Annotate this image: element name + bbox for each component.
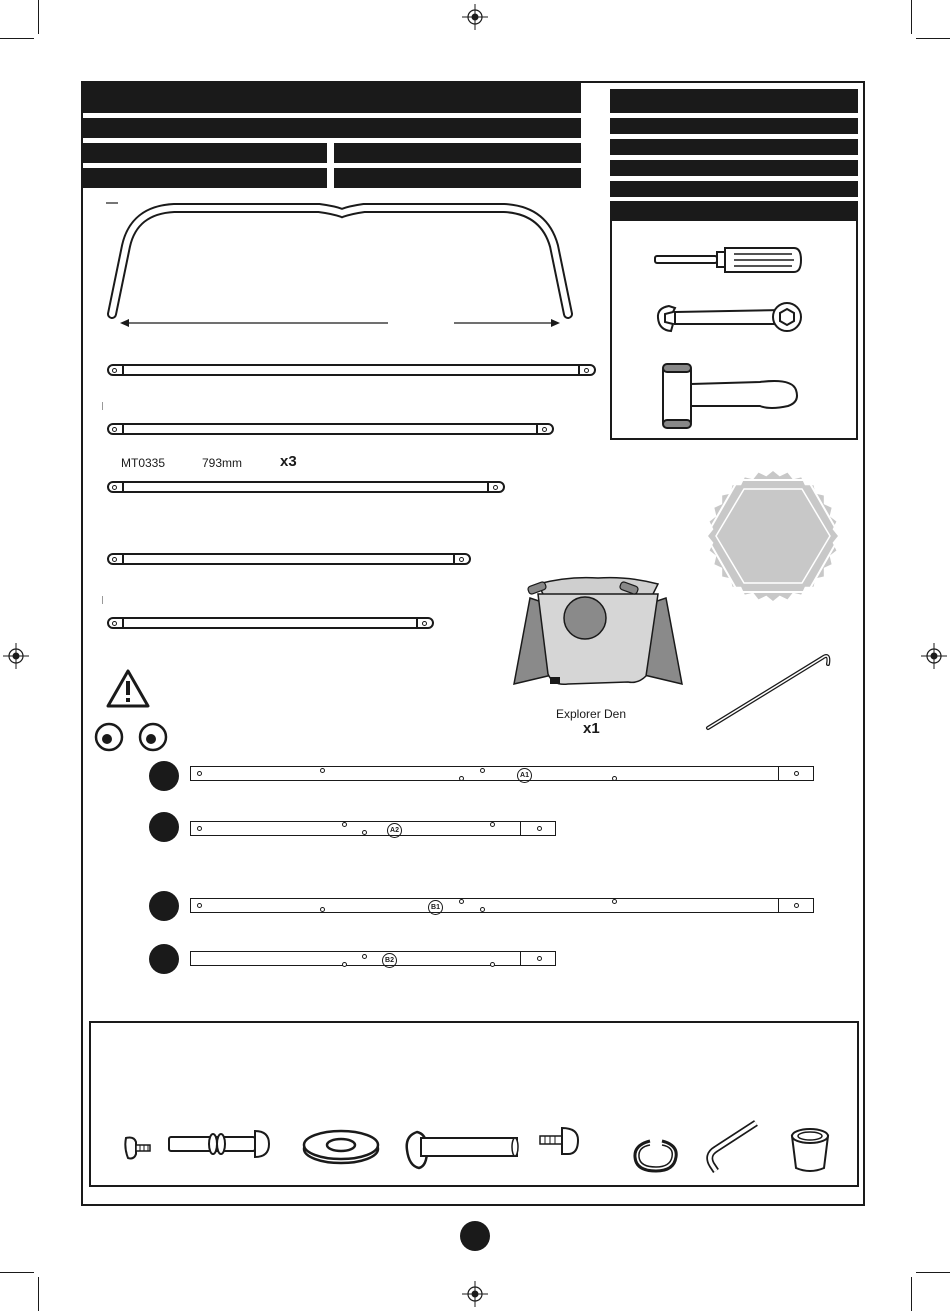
allen-key-icon	[700, 1119, 760, 1173]
pole-label: B1	[428, 900, 443, 915]
step-dot	[149, 944, 179, 974]
subheader-bar	[83, 118, 581, 138]
pole-a1	[190, 766, 814, 781]
tube-joint	[122, 423, 124, 435]
tube-hole	[493, 485, 498, 490]
pole-hole	[794, 903, 799, 908]
side-header-bar	[610, 139, 858, 155]
registration-mark-icon	[462, 4, 488, 30]
circlip-icon	[632, 1137, 680, 1173]
pole-a2	[190, 821, 556, 836]
pole-label: A1	[517, 768, 532, 783]
bolt-icon	[538, 1124, 580, 1158]
explorer-den-image	[508, 574, 684, 700]
badge-icon	[704, 471, 842, 601]
washer-icon	[302, 1129, 380, 1165]
side-header-bar	[610, 181, 858, 197]
eyes-icon	[94, 722, 170, 752]
header-bar	[83, 83, 581, 113]
step-dot	[149, 891, 179, 921]
spanner-icon	[655, 300, 805, 336]
header-cell	[334, 168, 581, 188]
pole-hole	[490, 822, 495, 827]
pole-hole	[537, 826, 542, 831]
pole-hole	[320, 907, 325, 912]
straight-tube	[107, 481, 505, 493]
ground-peg-icon	[704, 648, 834, 734]
side-header-bar	[610, 160, 858, 176]
pole-hole	[490, 962, 495, 967]
tube-hole	[542, 427, 547, 432]
part-length: 793mm	[202, 456, 243, 470]
pole-label: A2	[387, 823, 402, 838]
pole-hole	[197, 826, 202, 831]
tube-hole	[112, 621, 117, 626]
header-cell	[334, 143, 581, 163]
crop-mark	[0, 1272, 34, 1273]
tube-hole	[584, 368, 589, 373]
pole-hole	[537, 956, 542, 961]
pole-hole	[197, 771, 202, 776]
straight-tube	[107, 423, 554, 435]
tube-hole	[459, 557, 464, 562]
tube-joint	[453, 553, 455, 565]
straight-tube	[107, 364, 596, 376]
pole-hole	[342, 962, 347, 967]
pole-joint	[778, 898, 779, 913]
end-cap-icon	[788, 1124, 832, 1174]
mallet-icon	[660, 360, 805, 432]
pole-hole	[794, 771, 799, 776]
straight-tube	[107, 553, 471, 565]
tube-joint	[487, 481, 489, 493]
pole-hole	[362, 954, 367, 959]
pole-hole	[197, 903, 202, 908]
den-name: Explorer Den	[556, 707, 627, 721]
den-quantity: x1	[583, 720, 600, 737]
pole-hole	[459, 776, 464, 781]
tube-joint	[416, 617, 418, 629]
registration-mark-icon	[921, 643, 947, 669]
bolt-icon	[405, 1130, 519, 1170]
pole-hole	[342, 822, 347, 827]
part-quantity: x3	[280, 453, 297, 470]
crop-mark	[911, 1277, 912, 1311]
pole-joint	[778, 766, 779, 781]
tube-joint	[122, 364, 124, 376]
pole-b2	[190, 951, 556, 966]
crop-mark	[916, 1272, 950, 1273]
tools-header	[612, 203, 856, 221]
crop-mark	[911, 0, 912, 34]
hoop-tube	[104, 196, 584, 336]
tube-joint	[122, 617, 124, 629]
side-header-bar	[610, 89, 858, 113]
step-dot	[149, 761, 179, 791]
pole-hole	[612, 776, 617, 781]
pole-hole	[320, 768, 325, 773]
straight-tube	[107, 617, 434, 629]
page-number-dot	[460, 1221, 490, 1251]
pole-hole	[612, 899, 617, 904]
bolt-icon	[167, 1127, 271, 1161]
screwdriver-icon	[654, 244, 804, 276]
label-stub	[102, 402, 103, 410]
step-dot	[149, 812, 179, 842]
tube-hole	[112, 368, 117, 373]
tube-hole	[422, 621, 427, 626]
pole-joint	[520, 951, 521, 966]
pole-hole	[459, 899, 464, 904]
tube-joint	[122, 553, 124, 565]
header-cell	[83, 168, 327, 188]
pole-hole	[480, 768, 485, 773]
tube-hole	[112, 557, 117, 562]
crop-mark	[38, 1277, 39, 1311]
tube-joint	[122, 481, 124, 493]
pole-b1	[190, 898, 814, 913]
tube-joint	[578, 364, 580, 376]
header-cell	[83, 143, 327, 163]
registration-mark-icon	[3, 643, 29, 669]
pole-hole	[480, 907, 485, 912]
pole-joint	[520, 821, 521, 836]
warning-icon	[106, 668, 150, 708]
part-number: MT0335	[121, 456, 166, 470]
crop-mark	[38, 0, 39, 34]
registration-mark-icon	[462, 1281, 488, 1307]
tube-joint	[536, 423, 538, 435]
label-stub	[102, 596, 103, 604]
tube-hole	[112, 485, 117, 490]
crop-mark	[916, 38, 950, 39]
crop-mark	[0, 38, 34, 39]
pole-label: B2	[382, 953, 397, 968]
side-header-bar	[610, 118, 858, 134]
bolt-icon	[124, 1134, 152, 1162]
pole-hole	[362, 830, 367, 835]
tube-hole	[112, 427, 117, 432]
